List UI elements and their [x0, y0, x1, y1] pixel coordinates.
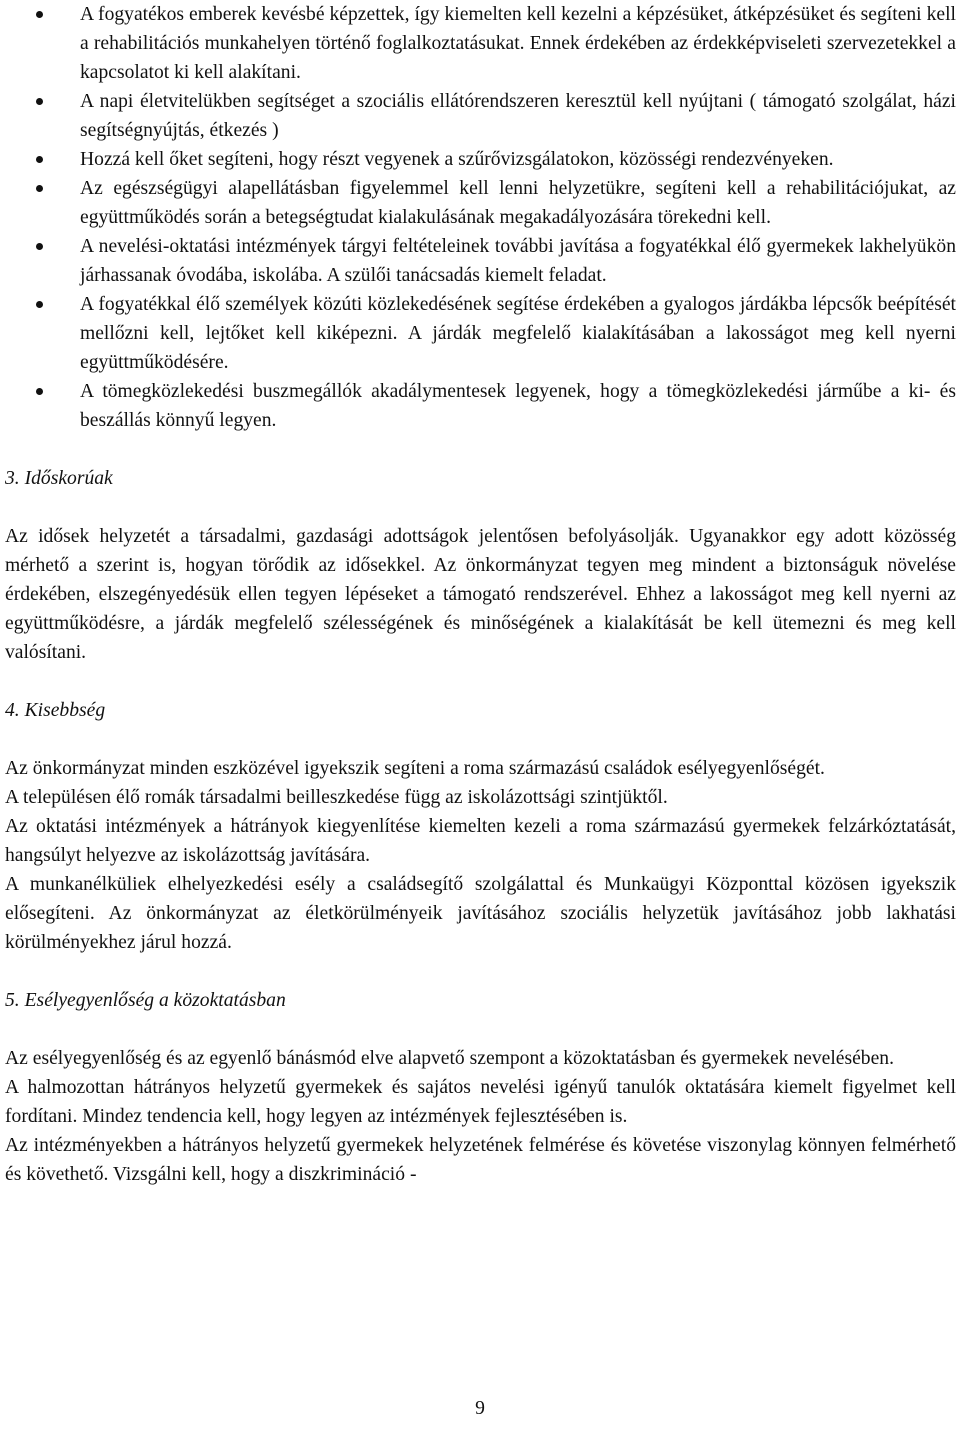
equal-opportunity-paragraph: Az esélyegyenlőség és az egyenlő bánásmód elve alapvető szempont a közoktatásban és gyermekek nevelésében. [5, 1048, 894, 1069]
section-heading-equal-opportunity: 5. Esélyegyenlőség a közoktatásban [5, 990, 286, 1011]
equal-opportunity-paragraph: Az intézményekben a hátrányos helyzetű gyermekek helyzetének felmérése és követése viszonylag könnyen felmérhető és követhető. Vizsgálni kell, hogy a diszkrimináció - [5, 1135, 956, 1185]
list-item: A napi életvitelükben segítséget a szociális ellátórendszeren keresztül kell nyújtani ( támogató szolgálat, házi segítségnyújtás, étkezés ) [5, 87, 956, 145]
page-number: 9 [475, 1398, 485, 1419]
list-item: A fogyatékkal élő személyek közúti közlekedésének segítése érdekében a gyalogos járdákba lépcsők beépítését mellőzni kell, lejtőket kell kiképezni. A járdák megfelelő kialakításában a lakosságot meg kell nyerni együttműködésére. [5, 290, 956, 377]
list-item: Az egészségügyi alapellátásban figyelemmel kell lenni helyzetükre, segíteni kell a rehabilitációjukat, az együttműködés során a betegségtudat kialakulásának megakadályozására törekedni kell. [5, 174, 956, 232]
equal-opportunity-paragraph: A halmozottan hátrányos helyzetű gyermekek és sajátos nevelési igényű tanulók oktatására kiemelt figyelmet kell fordítani. Mindez tendencia kell, hogy legyen az intézmények fejlesztésében is. [5, 1077, 956, 1127]
list-item: A nevelési-oktatási intézmények tárgyi feltételeinek további javítása a fogyatékkal élő gyermekek lakhelyükön járhassanak óvodába, iskolába. A szülői tanácsadás kiemelt feladat. [5, 232, 956, 290]
minority-paragraph: A településen élő romák társadalmi beilleszkedése függ az iskolázottsági szintjüktől. [5, 787, 668, 808]
list-item: A tömegközlekedési buszmegállók akadálymentesek legyenek, hogy a tömegközlekedési járműbe a ki- és beszállás könnyű legyen. [5, 377, 956, 435]
disability-measures-list [5, 0, 956, 435]
elderly-paragraph: Az idősek helyzetét a társadalmi, gazdasági adottságok jelentősen befolyásolják. Ugyanakkor egy adott közösség mérhető a szerint is, hogyan törődik az idősekkel. Az önkormányzat tegyen meg mindent a biztonságuk növelése érdekében, elszegényedésük ellen tegyen lépéseket a támogató rendszerével. Ehhez a lakosságot meg kell nyerni az együttműködésre, a járdák megfelelő szélességének és minőségének a kialakítását be kell ütemezni és meg kell valósítani. [5, 526, 956, 663]
list-item: A fogyatékos emberek kevésbé képzettek, így kiemelten kell kezelni a képzésüket, átképzésüket és segíteni kell a rehabilitációs munkahelyen történő foglalkoztatásukat. Ennek érdekében az érdekképviseleti szervezetekkel a kapcsolatot ki kell alakítani. [5, 0, 956, 87]
section-heading-elderly: 3. Időskorúak [5, 468, 113, 489]
section-heading-minority: 4. Kisebbség [5, 700, 106, 721]
minority-paragraph: Az oktatási intézmények a hátrányok kiegyenlítése kiemelten kezeli a roma származású gyermekek felzárkóztatását, hangsúlyt helyezve az iskolázottság javítására. [5, 816, 956, 866]
list-item: Hozzá kell őket segíteni, hogy részt vegyenek a szűrővizsgálatokon, közösségi rendezvényeken. [5, 145, 956, 174]
document-page [5, 0, 956, 1189]
minority-paragraph: A munkanélküliek elhelyezkedési esély a családsegítő szolgálattal és Munkaügyi Központtal közösen igyekszik elősegíteni. Az önkormányzat az életkörülményeik javításához szociális helyzetük javításához jobb lakhatási körülményekhez járul hozzá. [5, 874, 956, 953]
minority-paragraph: Az önkormányzat minden eszközével igyekszik segíteni a roma származású családok esélyegyenlőségét. [5, 758, 825, 779]
